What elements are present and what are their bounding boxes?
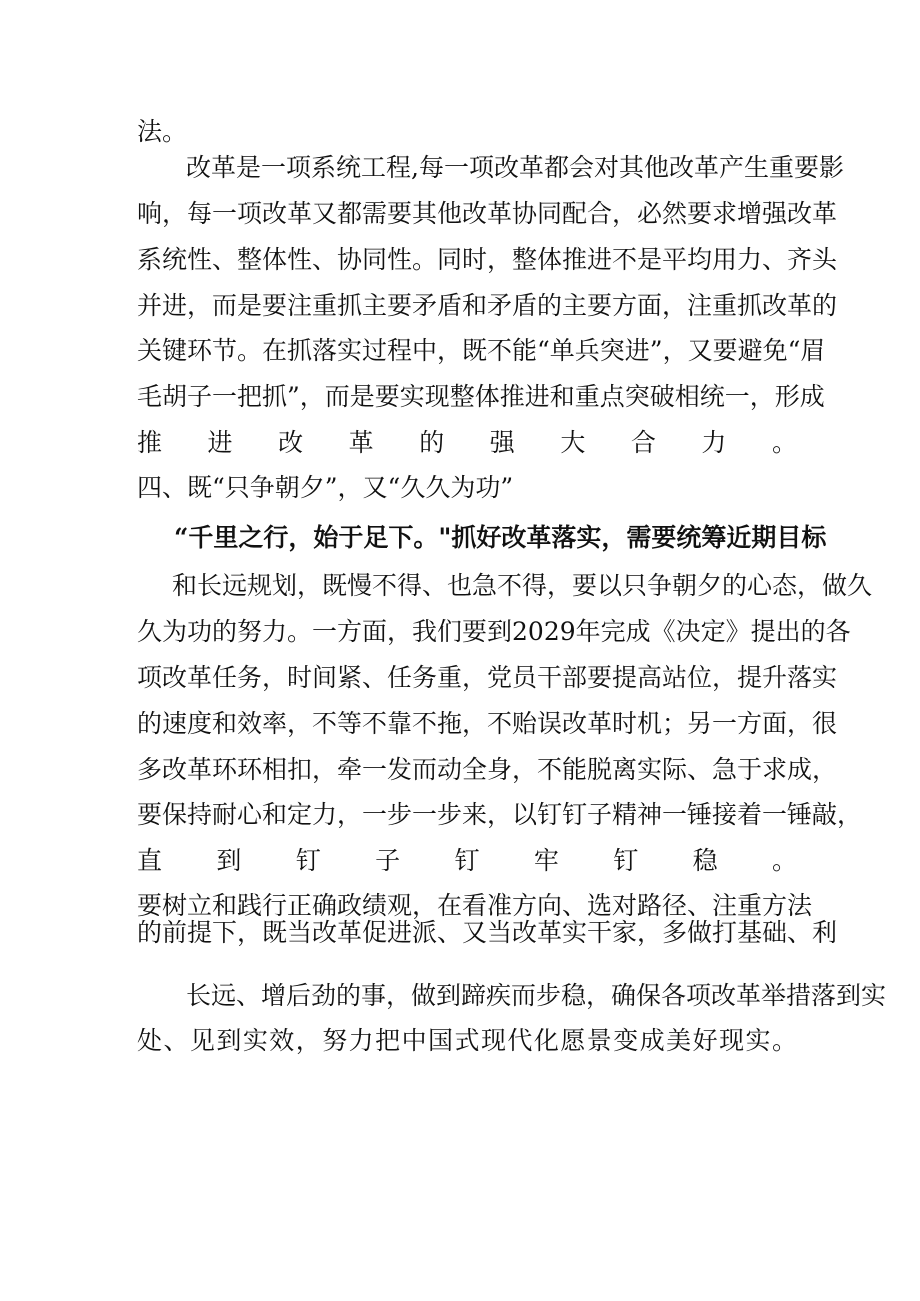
text-line	[137, 1111, 797, 1151]
text-line: 长远、增后劲的事，做到蹄疾而步稳，确保各项改革举措落到实	[186, 981, 887, 1010]
text-line: 毛胡子一把抓”，而是要实现整体推进和重点突破相统一，形成	[137, 382, 825, 411]
text-line: 要保持耐心和定力，一步一步来，以钉钉子精神一锤接着一锤敲，	[137, 800, 863, 829]
text-line: 四、既“只争朝夕”，又“久久为功”	[137, 473, 514, 502]
text-line: 改革是一项系统工程,每一项改革都会对其他改革产生重要影	[186, 153, 844, 182]
text-line: 久为功的努力。一方面，我们要到2029年完成《决定》提出的各	[137, 617, 851, 646]
text-line: 和长远规划，既慢不得、也急不得，要以只争朝夕的心态，做久	[172, 571, 873, 600]
text-line: 推进改革的强大合力。	[137, 428, 797, 457]
text-line: 要树立和践行正确政绩观，在看准方向、选对路径、注重方法	[137, 891, 813, 920]
text-line	[137, 1067, 797, 1107]
text-line: 项改革任务，时间紧、任务重，党员干部要提高站位，提升落实	[137, 663, 838, 692]
text-line: 直到钉子钉牢钉稳。	[137, 846, 797, 875]
text-line: 法。	[137, 117, 188, 146]
text-line: 响，每一项改革又都需要其他改革协同配合，必然要求增强改革	[137, 199, 838, 228]
text-line: 的速度和效率，不等不靠不拖，不贻误改革时机；另一方面，很	[137, 709, 838, 738]
text-line: 的前提下，既当改革促进派、又当改革实干家，多做打基础、利	[137, 918, 838, 947]
text-line: 多改革环环相扣，牵一发而动全身，不能脱离实际、急于求成，	[137, 755, 838, 784]
text-line: 并进，而是要注重抓主要矛盾和矛盾的主要方面，注重抓改革的	[137, 291, 838, 320]
text-line: 系统性、整体性、协同性。同时，整体推进不是平均用力、齐头	[137, 245, 838, 274]
section-heading: “千里之行，始于足下。"抓好改革落实，需要统筹近期目标	[174, 523, 827, 552]
text-line: 关键环节。在抓落实过程中，既不能“单兵突进”，又要避免“眉	[137, 336, 826, 365]
text-line: 处、见到实效，努力把中国式现代化愿景变成美好现实。	[137, 1026, 797, 1055]
